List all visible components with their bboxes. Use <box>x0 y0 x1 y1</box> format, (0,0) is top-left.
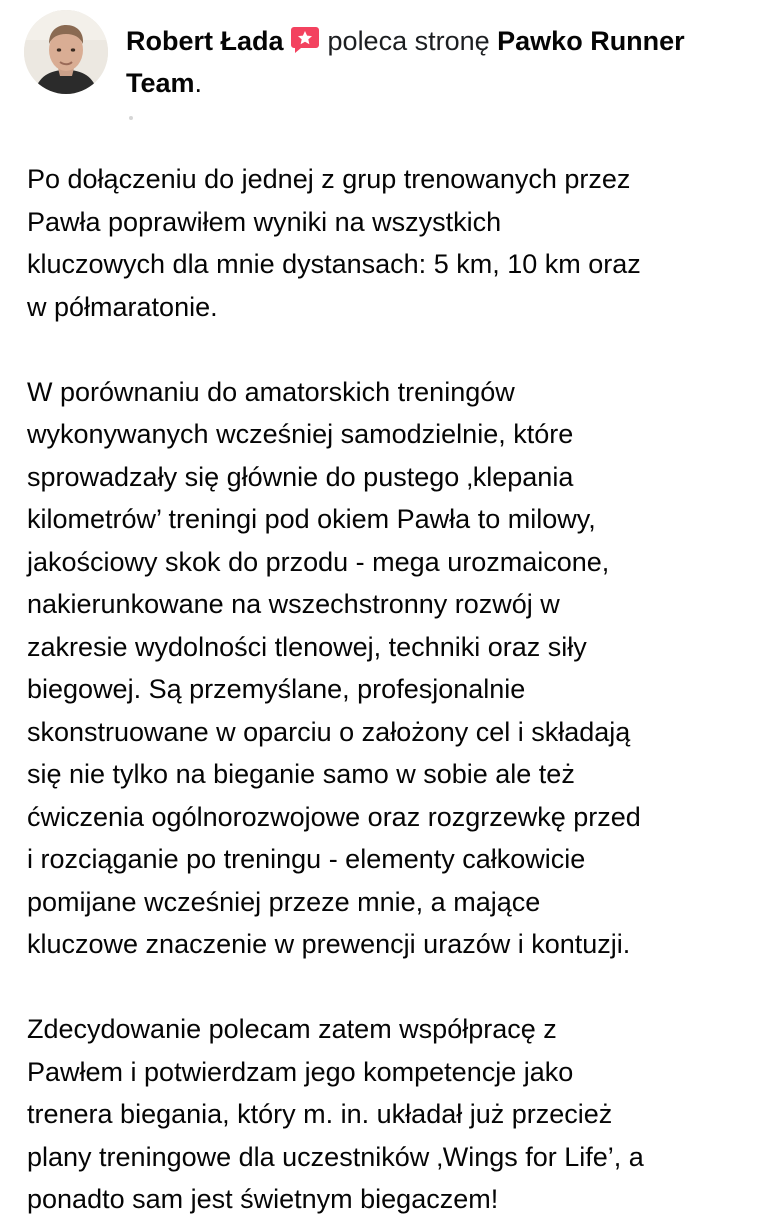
recommend-badge-icon <box>290 26 320 54</box>
avatar-photo-icon <box>24 10 108 94</box>
post-paragraph-1: Po dołączeniu do jednej z grup trenowanych przez Pawła poprawiłem wyniki na wszystkich kluczowych dla mnie dystansach: 5 km, 10 km oraz w półmaratonie. <box>27 164 641 322</box>
post-headline <box>126 20 726 104</box>
post-paragraph-2: W porównaniu do amatorskich treningów wykonywanych wcześniej samodzielnie, które sprowadzały się głównie do pustego ‚klepania kilometrów’ treningi pod okiem Pawła to milowy, jakościowy skok do przodu - mega urozmaicone, nakierunkowane na wszechstronny rozwój w zakresie wydolności tlenowej, techniki oraz siły biegowej. Są przemyślane, profesjonalnie skonstruowane w oparciu o założony cel i składają się nie tylko na bieganie samo w sobie ale też ćwiczenia ogólnorozwojowe oraz rozgrzewkę przed i rozciąganie po treningu - elementy całkowicie pomijane wcześniej przeze mnie, a mające kluczowe znaczenie w prewencji urazów i kontuzji. <box>27 376 641 959</box>
post-body <box>27 158 757 1221</box>
page-name-link[interactable]: Pawko Runner Team <box>126 26 685 98</box>
post-paragraph-3: Zdecydowanie polecam zatem współpracę z Pawłem i potwierdzam jego kompetencje jako trenera biegania, który m. in. układał już przecież plany treningowe dla uczestników ‚Wings for Life’, a ponadto sam jest świetnym biegaczem! <box>27 1014 644 1214</box>
author-name-link[interactable]: Robert Łada <box>126 26 284 56</box>
post-header <box>24 10 744 100</box>
recommend-verb: poleca stronę <box>327 26 490 56</box>
avatar[interactable] <box>24 10 108 94</box>
timestamp-placeholder <box>129 116 133 120</box>
headline-period: . <box>194 68 203 98</box>
